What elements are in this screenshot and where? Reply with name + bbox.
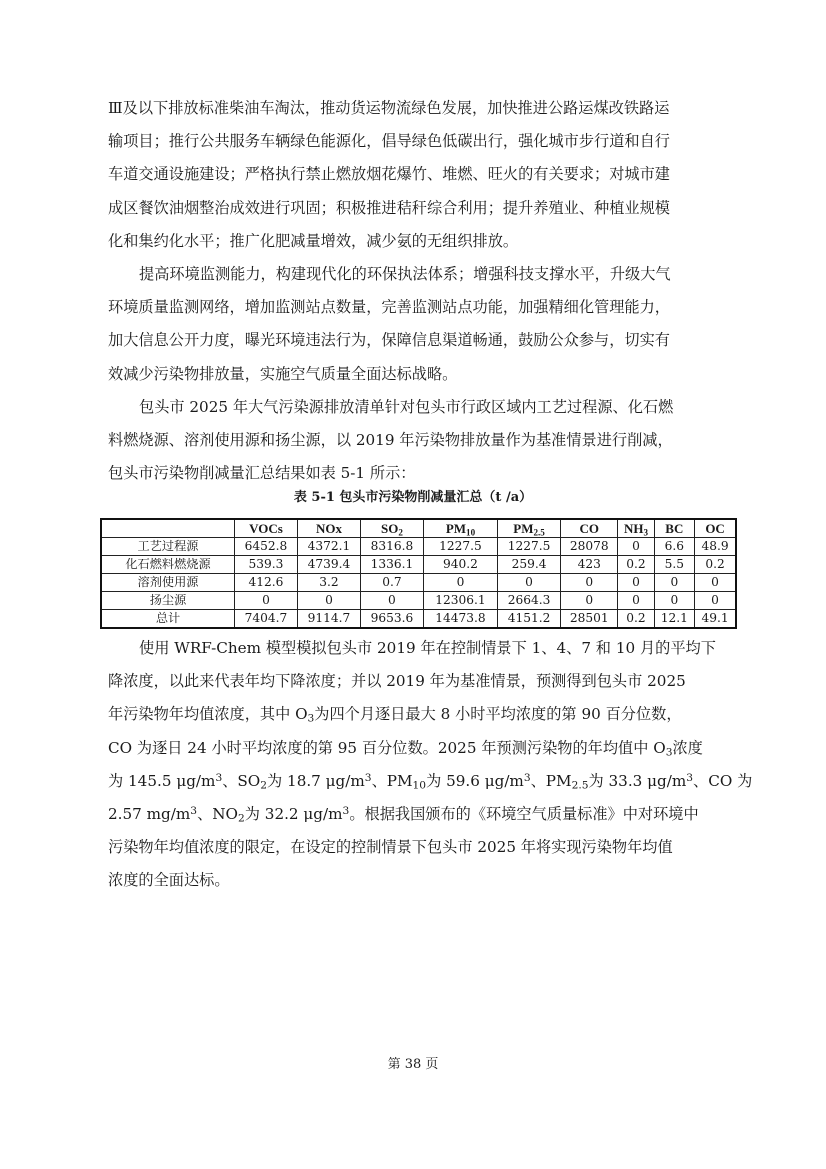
cell: 4372.1 [297,538,360,556]
cell: 0 [235,592,298,610]
cell: 6452.8 [235,538,298,556]
cell: 12306.1 [423,592,497,610]
cell: 28501 [561,610,618,629]
cell: 0.2 [695,556,736,574]
cell: 5.5 [654,556,695,574]
row-label: 扬尘源 [101,592,235,610]
cell: 49.1 [695,610,736,629]
cell: 0 [297,592,360,610]
text-line: 环境质量监测网络，增加监测站点数量，完善监测站点功能，加强精细化管理能力， [108,298,670,317]
text-line: 2.57 $mg/m^3$、$NO_2$为 32.2 $\mu g/m^3$。根据我国颁布的《环境空气质量标准》中对环境中 [108,804,699,825]
paragraph-vehicle-measures [108,92,730,258]
table-total-row [101,610,736,629]
header-so2: $SO_2$ [360,519,423,538]
text-line: 料燃烧源、溶剂使用源和扬尘源，以 2019 年污染物排放量作为基准情景进行削减， [108,431,673,450]
cell: 412.6 [235,574,298,592]
text-line: 浓度的全面达标。 [108,871,230,890]
pollutant-reduction-table [100,518,737,629]
text-line: 车道交通设施建设；严格执行禁止燃放烟花爆竹、堆燃、旺火的有关要求；对城市建 [108,165,670,184]
header-co: CO [561,519,618,538]
cell: 0.2 [618,610,654,629]
cell: 259.4 [498,556,561,574]
table-row [101,574,736,592]
paragraph-monitoring [108,258,730,391]
cell: 6.6 [654,538,695,556]
header-pm25: $PM_{2.5}$ [498,519,561,538]
row-label: 溶剂使用源 [101,574,235,592]
table-header-row [101,519,736,538]
cell: 423 [561,556,618,574]
paragraph-wrf-chem-results [108,632,753,898]
text-line: 污染物年均值浓度的限定，在设定的控制情景下包头市 2025 年将实现污染物年均值 [108,838,673,857]
cell: 0 [561,592,618,610]
text-line: 加大信息公开力度，曝光环境违法行为，保障信息渠道畅通，鼓励公众参与，切实有 [108,331,670,350]
cell: 0 [423,574,497,592]
header-source [101,519,235,538]
cell: 0 [561,574,618,592]
header-oc: OC [695,519,736,538]
cell: 0 [695,574,736,592]
paragraph-emission-inventory [108,391,730,491]
row-label: 工艺过程源 [101,538,235,556]
cell: 8316.8 [360,538,423,556]
table-row [101,592,736,610]
text-line: 成区餐饮油烟整治成效进行巩固；积极推进秸秆综合利用；提升养殖业、种植业规模 [108,198,670,217]
table-caption: 表 5-1 包头市污染物削减量汇总（t /a） [293,490,533,505]
page-number: 第 38 页 [387,1057,439,1072]
header-nh3: $NH_3$ [618,519,654,538]
header-vocs: VOCs [235,519,298,538]
cell: 940.2 [423,556,497,574]
cell: 1336.1 [360,556,423,574]
cell: 4739.4 [297,556,360,574]
text-line: CO 为逐日 24 小时平均浓度的第 95 百分位数。2025 年预测污染物的年均值中 $O_3$浓度 [108,738,703,759]
cell: 7404.7 [235,610,298,629]
cell: 1227.5 [423,538,497,556]
cell: 48.9 [695,538,736,556]
cell: 28078 [561,538,618,556]
header-pm10: $PM_{10}$ [423,519,497,538]
table-row [101,538,736,556]
text-line: 降浓度，以此来代表年均下降浓度；并以 2019 年为基准情景，预测得到包头市 2025 [108,672,686,691]
text-line: 包头市污染物削减量汇总结果如表 5-1 所示： [108,464,416,483]
text-line: 效减少污染物排放量，实施空气质量全面达标战略。 [108,364,458,383]
cell: 2664.3 [498,592,561,610]
cell: 0 [360,592,423,610]
cell: 3.2 [297,574,360,592]
cell: 0 [618,574,654,592]
text-line: 使用 WRF-Chem 模型模拟包头市 2019 年在控制情景下 1、4、7 和 10 月的平均下 [139,639,716,657]
cell: 0 [654,592,695,610]
header-nox: NOx [297,519,360,538]
cell: 0.7 [360,574,423,592]
cell: 0 [498,574,561,592]
cell: 9653.6 [360,610,423,629]
text-line: 为 145.5 $\mu g/m^3$、$SO_2$为 18.7 $\mu g/m^3$、$PM_{10}$为 59.6 $\mu g/m^3$、$PM_{2.5}$为 33.3 $\mu g/m^3$、CO 为 [108,771,753,792]
header-bc: BC [654,519,695,538]
cell: 1227.5 [498,538,561,556]
text-line: Ⅲ及以下排放标准柴油车淘汰，推动货运物流绿色发展，加快推进公路运煤改铁路运 [108,99,670,117]
text-line: 年污染物年均值浓度，其中 $O_3$为四个月逐日最大 8 小时平均浓度的第 90 百分位数， [108,705,682,726]
text-line: 输项目；推行公共服务车辆绿色能源化，倡导绿色低碳出行，强化城市步行道和自行 [108,132,670,151]
cell: 12.1 [654,610,695,629]
cell: 539.3 [235,556,298,574]
text-line: 化和集约化水平；推广化肥减量增效，减少氨的无组织排放。 [108,231,519,250]
cell: 0 [618,538,654,556]
table-row [101,556,736,574]
cell: 14473.8 [423,610,497,629]
cell: 9114.7 [297,610,360,629]
text-line: 提高环境监测能力，构建现代化的环保执法体系；增强科技支撑水平，升级大气 [139,265,671,283]
row-label: 化石燃料燃烧源 [101,556,235,574]
cell: 0 [695,592,736,610]
text-line: 包头市 2025 年大气污染源排放清单针对包头市行政区域内工艺过程源、化石燃 [139,398,674,416]
row-label: 总计 [101,610,235,629]
cell: 4151.2 [498,610,561,629]
cell: 0.2 [618,556,654,574]
cell: 0 [618,592,654,610]
cell: 0 [654,574,695,592]
